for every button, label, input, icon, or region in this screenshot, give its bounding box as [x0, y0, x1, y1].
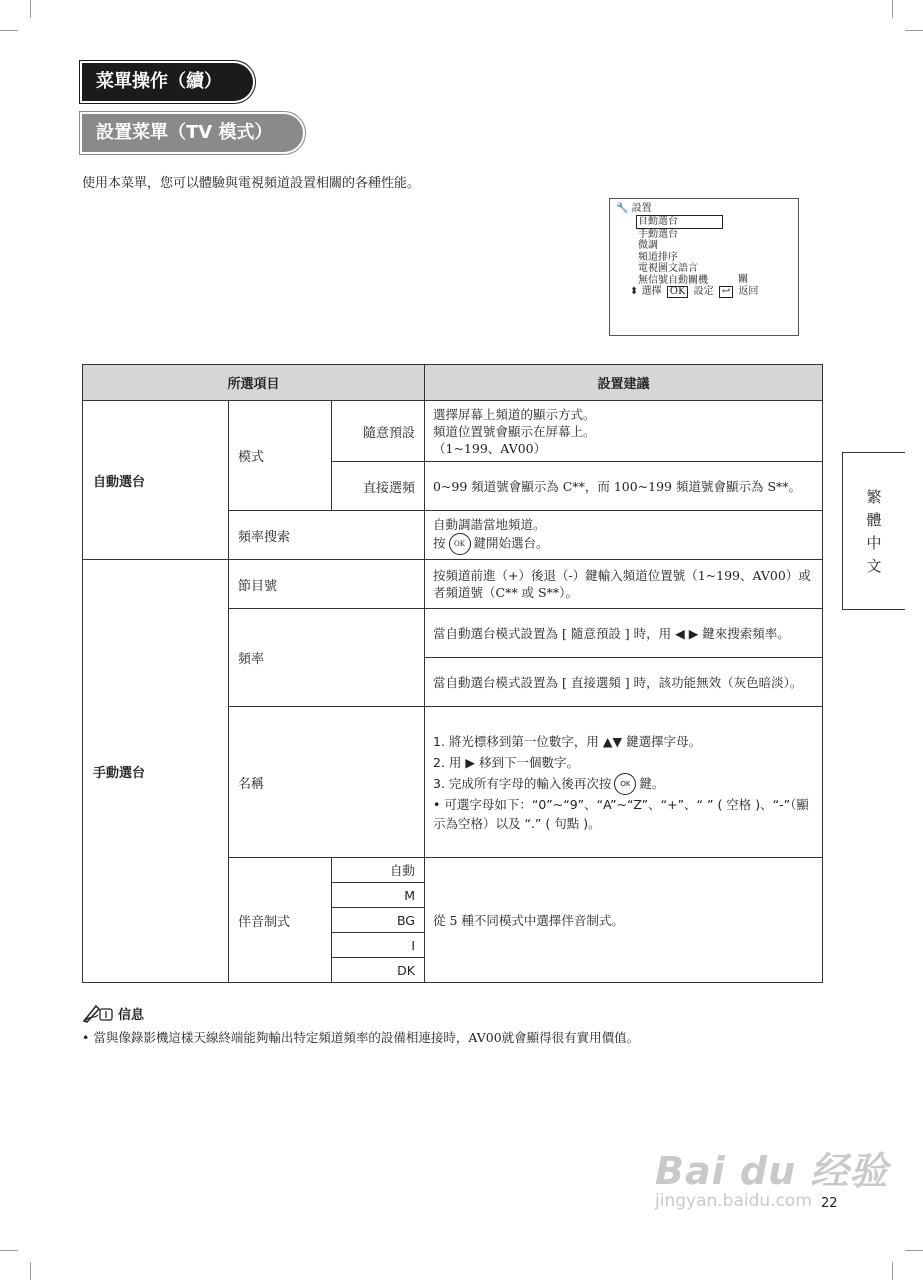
- row-auto-tuning: 自動選台: [83, 401, 229, 560]
- frequency-label: 頻率: [229, 609, 425, 707]
- program-label: 節目號: [229, 560, 425, 609]
- sub-title: 設置菜單（TV 模式）: [82, 114, 303, 152]
- up-down-arrow-icon: ⬍: [630, 286, 639, 297]
- crop-mark: [30, 0, 31, 18]
- osd-ok-key: OK: [667, 286, 689, 298]
- osd-item: 無信號自動關機: [638, 274, 708, 286]
- wrench-icon: 🔧: [616, 203, 629, 214]
- sound-system-option: BG: [332, 908, 425, 933]
- crop-mark: [905, 1250, 923, 1251]
- freq-search-label: 頻率搜索: [229, 511, 425, 560]
- section-title: 菜單操作（續）: [82, 63, 253, 101]
- osd-item: 手動選台: [638, 228, 678, 240]
- note-pen-icon: [82, 1003, 114, 1023]
- osd-item: 微調: [638, 240, 658, 252]
- ok-button-icon: OK: [449, 533, 471, 555]
- row-manual-tuning: 手動選台: [83, 560, 229, 983]
- osd-item-selected: 自動選台: [636, 215, 723, 229]
- osd-item: 電視圖文語言: [638, 263, 698, 275]
- crop-mark: [892, 1262, 893, 1280]
- mode-label: 模式: [229, 401, 332, 511]
- sound-system-label: 伴音制式: [229, 858, 332, 983]
- col-header-item: 所選項目: [83, 365, 425, 401]
- page-number: 22: [821, 1196, 838, 1211]
- frequency-desc-2: 當自動選台模式設置為 [ 直接選頻 ] 時，該功能無效（灰色暗淡）。: [425, 658, 823, 707]
- name-label: 名稱: [229, 707, 425, 858]
- crop-mark: [892, 0, 893, 18]
- sound-system-option: DK: [332, 958, 425, 983]
- osd-footer: ⬍ 選擇 OK 設定 ↩ 返回: [630, 286, 759, 297]
- osd-menu-preview: [609, 198, 799, 336]
- info-text: • 當與像錄影機這樣天線終端能夠輸出特定頻道頻率的設備相連接時，AV00就會顯得很有實用價值。: [82, 1030, 640, 1045]
- osd-item-list: [638, 215, 723, 287]
- baidu-watermark: Bai du 经验 jingyan.baidu.com: [655, 1149, 889, 1211]
- intro-text: 使用本菜單，您可以體驗與電視頻道設置相關的各種性能。: [82, 176, 421, 191]
- frequency-desc-1: 當自動選台模式設置為 [ 隨意預設 ] 時，用 ◀ ▶ 鍵來搜索頻率。: [425, 609, 823, 658]
- settings-table: [82, 364, 823, 983]
- mode-random-desc: 選擇屏幕上頻道的顯示方式。 頻道位置號會顯示在屏幕上。 （1~199、AV00）: [425, 401, 823, 462]
- language-side-tab: 繁 體 中 文: [842, 452, 905, 610]
- mode-random: 隨意預設: [332, 401, 425, 462]
- sound-system-option: M: [332, 883, 425, 908]
- sound-system-option: 自動: [332, 858, 425, 883]
- osd-item: 頻道排序: [638, 251, 678, 263]
- freq-search-desc: 自動調諧當地頻道。 按 OK 鍵開始選台。: [425, 511, 823, 560]
- program-desc: 按頻道前進（+）後退（-）鍵輸入頻道位置號（1~199、AV00）或者頻道號（C** 或 S**）。: [425, 560, 823, 609]
- osd-title: 🔧 設置: [616, 203, 652, 214]
- crop-mark: [905, 30, 923, 31]
- osd-off-value: 關: [738, 274, 748, 285]
- mode-direct: 直接選頻: [332, 462, 425, 511]
- crop-mark: [0, 1250, 18, 1251]
- sound-system-desc: 從 5 種不同模式中選擇伴音制式。: [425, 858, 823, 983]
- return-key-icon: ↩: [719, 286, 733, 298]
- crop-mark: [0, 30, 18, 31]
- crop-mark: [30, 1262, 31, 1280]
- name-desc: 1. 將光標移到第一位數字，用 ▲▼ 鍵選擇字母。 2. 用 ▶ 移到下一個數字。 3. 完成所有字母的輸入後再次按 OK 鍵。 • 可選字母如下：“0”~“9”、“A”~“Z”、“+”、“ ” ( 空格 )、“-”（顯示為空格）以及 “.” ( 句點 )。: [425, 707, 823, 858]
- col-header-advice: 設置建議: [425, 365, 823, 401]
- info-heading: 信息: [82, 1003, 144, 1023]
- mode-direct-desc: 0~99 頻道號會顯示為 C**，而 100~199 頻道號會顯示為 S**。: [425, 462, 823, 511]
- sound-system-option: I: [332, 933, 425, 958]
- ok-button-icon: OK: [614, 773, 636, 795]
